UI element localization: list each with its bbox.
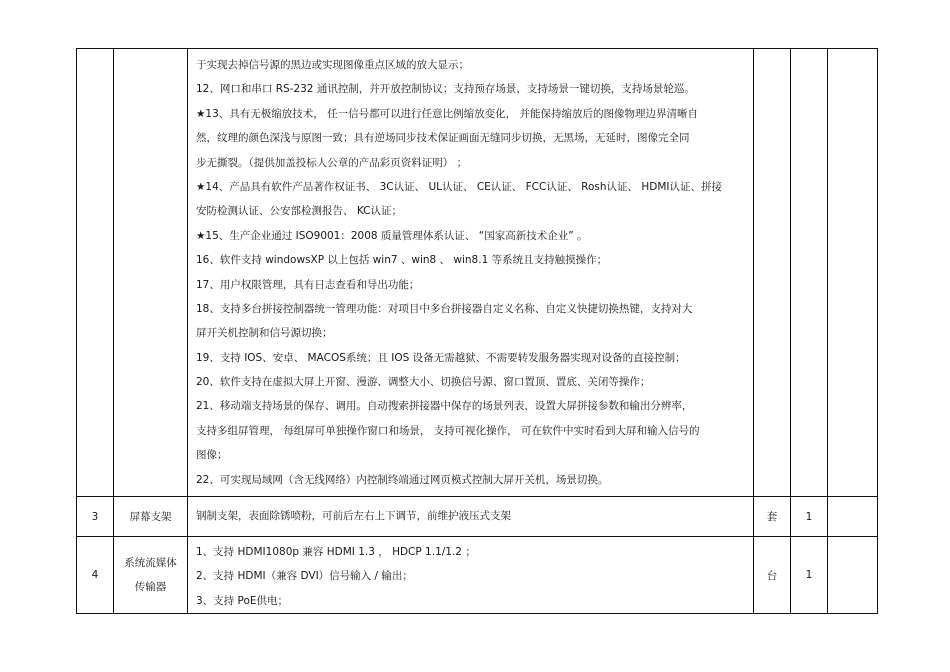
spec-description-cell — [188, 537, 754, 614]
spec-line: 屏开关机控制和信号源切换； — [196, 327, 333, 340]
spec-line: 图像； — [196, 449, 228, 462]
spec-line: 18、支持多台拼接控制器统一管理功能：对项目中多台拼接器自定义名称、自定义快捷切换热键，支持对大 — [196, 302, 693, 315]
spec-line: 支持多组屏管理， 每组屏可单独操作窗口和场景， 支持可视化操作， 可在软件中实时看到大屏和输入信号的 — [196, 424, 700, 437]
spec-line: 安防检测认证、公安部检测报告、 KC认证； — [196, 205, 402, 218]
spec-line: 16、软件支持 windowsXP 以上包括 win7 、win8 、 win8.1 等系统且支持触摸操作； — [196, 254, 608, 267]
row-number-cell — [77, 49, 114, 497]
unit-cell: 套 — [754, 497, 791, 537]
spec-description-cell — [188, 49, 754, 497]
remarks-cell — [828, 49, 878, 497]
table-row-continued — [77, 49, 878, 497]
spec-line: ★13、具有无极缩放技术， 任一信号都可以进行任意比例缩放变化， 并能保持缩放后的图像物理边界清晰自 — [196, 107, 698, 120]
spec-line: 3、支持 PoE供电； — [196, 594, 289, 607]
item-name-line: 系统流媒体 — [124, 557, 177, 570]
spec-line: 钢制支架，表面除锈喷粉，可前后左右上下调节，前维护液压式支架 — [196, 510, 511, 523]
item-name-cell — [114, 537, 188, 614]
spec-line: 然，纹理的颜色深浅与原图一致；具有逆场同步技术保证画面无缝同步切换，无黑场，无延时，图像完全同 — [196, 132, 690, 145]
spec-line: 1、支持 HDMI1080p 兼容 HDMI 1.3 ， HDCP 1.1/1.2 ； — [196, 546, 476, 559]
remarks-cell — [828, 537, 878, 614]
spec-line: 步无撕裂。（提供加盖投标人公章的产品彩页资料证明） ； — [196, 156, 468, 169]
quantity-cell — [791, 49, 828, 497]
spec-line: 22、可实现局域网（含无线网络）内控制终端通过网页模式控制大屏开关机，场景切换。 — [196, 473, 609, 486]
spec-line: 2、支持 HDMI（兼容 DVI）信号输入 / 输出； — [196, 570, 413, 583]
spec-line: 17、用户权限管理，具有日志查看和导出功能； — [196, 278, 420, 291]
spec-line: 于实现去掉信号源的黑边或实现图像重点区域的放大显示； — [196, 59, 469, 71]
spec-lines — [196, 537, 747, 613]
spec-line: 12、网口和串口 RS-232 通讯控制，并开放控制协议；支持预存场景，支持场景一键切换，支持场景轮巡。 — [196, 83, 695, 96]
item-name-cell — [114, 49, 188, 497]
row-number-cell: 4 — [77, 537, 114, 614]
item-name-cell: 屏幕支架 — [114, 497, 188, 537]
spec-table — [76, 48, 878, 614]
unit-cell — [754, 49, 791, 497]
spec-line: 20、软件支持在虚拟大屏上开窗、漫游、调整大小、切换信号源、窗口置顶、置底、关闭等操作； — [196, 376, 651, 389]
spec-line: ★15、生产企业通过 ISO9001：2008 质量管理体系认证、 “国家高新技术企业” 。 — [196, 229, 588, 242]
table-row-4 — [77, 537, 878, 614]
spec-line: ★14、产品具有软件产品著作权证书、 3C认证、 UL认证、 CE认证、 FCC认证、 Rosh认证、 HDMI认证、拼接 — [196, 180, 723, 193]
spec-lines — [196, 49, 747, 496]
quantity-cell: 1 — [791, 537, 828, 614]
row-number-cell: 3 — [77, 497, 114, 537]
quantity-cell: 1 — [791, 497, 828, 537]
spec-line: 19、支持 IOS、安卓、 MACOS系统；且 IOS 设备无需越狱、不需要转发服务器实现对设备的直接控制； — [196, 351, 686, 364]
unit-cell: 台 — [754, 537, 791, 614]
spec-line: 21、移动端支持场景的保存、调用。自动搜索拼接器中保存的场景列表，设置大屏拼接参数和输出分辨率， — [196, 400, 693, 413]
item-name-line: 传输器 — [134, 581, 167, 594]
table-row-3 — [77, 497, 878, 537]
remarks-cell — [828, 497, 878, 537]
spec-description-cell — [188, 497, 754, 537]
